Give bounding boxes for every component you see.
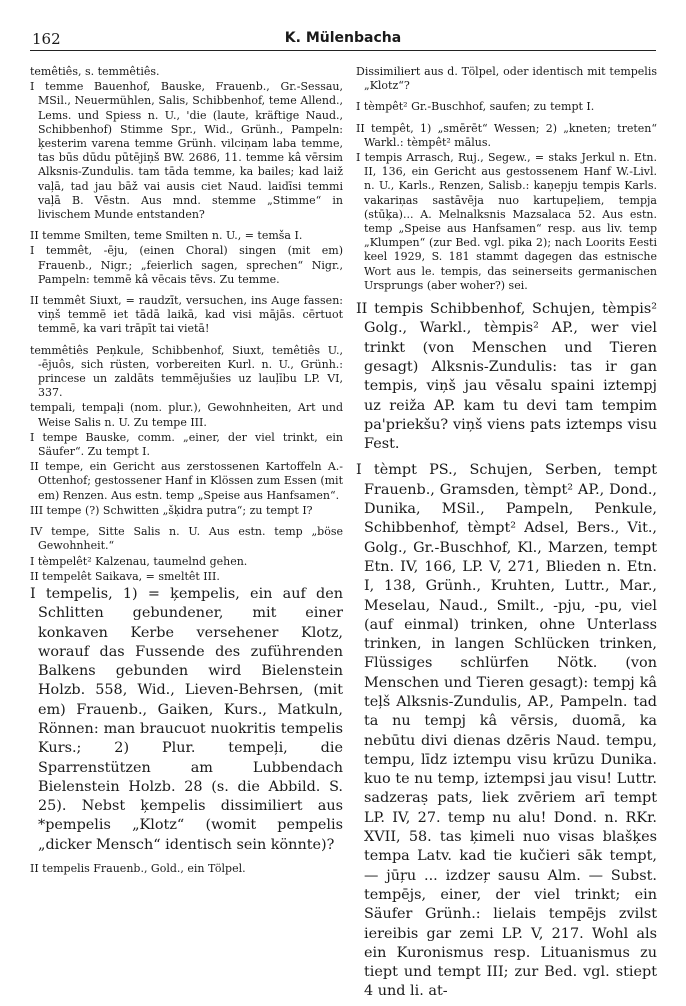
dictionary-entry: temêtiês, s. temmêtiês. bbox=[30, 65, 160, 78]
dictionary-entry: II temme Smilten, teme Smilten n. U., = temša I. bbox=[30, 229, 303, 243]
dictionary-entry: I tèmpelêt² Kalzenau, taumelnd gehen. bbox=[30, 554, 248, 568]
dictionary-entry: I tempelis, 1) = ķempelis, ein auf den Schlitten gebundener, mit einer konkaven Kerbe versehener Klotz, worauf das Fussende des zuführenden Balkens gebunden wird Bielenstein Holzb. 558, Wid., Lieven-Behrsen, (mit em) Frauenb., Gaiken, Kurs., Matkuln, Rönnen: man braucuot nuokritis tempelis Kurs.; 2) Plur. tempeļi, die Sparrenstützen am Lubbendach Bielenstein Holzb. 28 (s. die Abbild. S. 25). Nebst ķempelis dissimiliert aus *pempelis „Klotz“ (womit pempelis „dicker Mensch“ identisch sein könnte)? bbox=[30, 585, 343, 853]
dictionary-entry: II tempelis Frauenb., Gold., ein Tölpel. bbox=[30, 862, 246, 876]
left-column bbox=[30, 65, 343, 877]
dictionary-entry: IV tempe, Sitte Salis n. U. Aus estn. temp „böse Gewohnheit.“ bbox=[30, 525, 343, 553]
dictionary-entry: II temmêt Siuxt, = raudzīt, versuchen, ins Auge fassen: viņš temmē iet tādā laikā, kad visi mājās. cērtuot temmē, ka vari trāpīt tai vietā! bbox=[30, 294, 343, 336]
dictionary-entry: temmêtiês Peņkule, Schibbenhof, Siuxt, temêtiês U., -ējuôs, sich rüsten, vorbereiten Kurl. n. U., Grünh.: princese un zaldāts temmējušies uz lauļību LP. VI, 337. bbox=[30, 343, 343, 400]
dictionary-entry: I temme Bauenhof, Bauske, Frauenb., Gr.-Sessau, MSil., Neuermühlen, Salis, Schibbenhof, teme Allend., Lems. und Spiess n. U., 'die (laute, kräftige Naud., Schibbenhof) Stimme Spr., Wid., Grünh., Pampeln: ķesterim varena temme Grünh. vilciņam laba temme, tas būs dūdu pūtējiņš BW. 2686, 11. temme kâ vērsim Alksnis-Zundulis. tam tāda temme, ka bailes; kad laiž vaļā, tad jau bāž vai ausis ciet Naud. laidīsi temmi vaļā B. Vēstn. Aus mnd. stemme „Stimme“ in livischem Munde entstanden? bbox=[30, 80, 343, 222]
header-rule bbox=[30, 50, 656, 51]
dictionary-entry: I tempis Arrasch, Ruj., Segew., = staks Jerkul n. Etn. II, 136, ein Gericht aus gestossenem Hanf W.-Livl. n. U., Karls., Renzen, Salisb.: kaņepju tempis Karls. vakariņas sastāvēja nuo kartupeļiem, tempja (stūķa)... A. Melnalksnis Mazsalaca 52. Aus estn. temp „Speise aus Hanfsamen“ resp. aus liv. temp „Klumpen“ (zur Bed. vgl. pika 2); nach Loorits Eesti keel 1929, S. 181 stammt dagegen das estnische Wort aus le. tempis, das seinerseits germanischen Ursprungs (aber woher?) sei. bbox=[356, 151, 657, 292]
dictionary-entry: III tempe (?) Schwitten „šķidra putra“; zu tempt I? bbox=[30, 503, 313, 517]
dictionary-entry: II tempe, ein Gericht aus zerstossenen Kartoffeln A.-Ottenhof; gestossener Hanf in Klössen zum Essen (mit em) Renzen. Aus estn. temp „Speise aus Hanfsamen“. bbox=[30, 460, 343, 502]
dictionary-entry: Dissimiliert aus d. Tölpel, oder identisch mit tempelis „Klotz“? bbox=[356, 65, 657, 93]
dictionary-entry: II tempis Schibbenhof, Schujen, tèmpis² Golg., Warkl., tèmpis² AP., wer viel trinkt (von Menschen und Tieren gesagt) Alksnis-Zundulis: tas ir gan tempis, viņš jau vēsalu spaini iztempj uz reiža AP. kam tu devi tam tempim pa'priekšu? viņš viens pats iztemps visu Fest. bbox=[356, 301, 657, 453]
dictionary-entry: I temmêt, -ēju, (einen Choral) singen (mit em) Frauenb., Nigr.; „feierlich sagen, sprechen“ Nigr., Pampeln: temmē kâ vēcais tēvs. Zu temme. bbox=[30, 244, 343, 286]
page-number: 162 bbox=[32, 30, 61, 48]
dictionary-entry: tempali, tempaļi (nom. plur.), Gewohnheiten, Art und Weise Salis n. U. Zu tempe III. bbox=[30, 401, 343, 429]
page-header bbox=[0, 0, 686, 48]
dictionary-entry: I tèmpt PS., Schujen, Serben, tempt Frauenb., Gramsden, tèmpt² AP., Dond., Dunika, MSil., Pampeln, Penkule, Schibbenhof, tèmpt² Adsel, Bers., Vit., Golg., Gr.-Buschhof, Kl., Marzen, tempt Etn. IV, 166, LP. V, 271, Blieden n. Etn. I, 138, Grünh., Kruhten, Luttr., Mar., Meselau, Naud., Smilt., -pju, -pu, viel (auf einmal) trinken, ohne Unterlass trinken, in langen Schlücken trinken, Flüssiges schlürfen Nötk. (von Menschen und Tieren gesagt): tempj kâ teļš Alksnis-Zundulis, AP., Pampeln. tad ta nu tempj kâ vērsis, duomā, ka nebūtu divi dienas dzēris Naud. tempu, tempu, līdz iztempu visu krūzu Dunika. kuo te nu temp, iztempsi jau visu! Luttr. sadzeraṣ pats, liek zvēriem arī tempt LP. IV, 27. temp nu alu! Dond. n. RKr. XVII, 58. tas ķimeli nuo visas blašķes tempa Latv. kad tie kučieri sāk tempt, — jūŗu ... izdzeŗ sausu Alm. — Subst. tempējs, einer, der viel trinkt; ein Säufer Grünh.: lielais tempējs zvilst iereibis gar zemi LP. V, 217. Wohl als ein Kuronismus resp. Lituanismus zu tiept und tempt III; zur Bed. vgl. stiept 4 und li. at- bbox=[356, 462, 657, 1000]
dictionary-entry: I tèmpêt² Gr.-Buschhof, saufen; zu tempt I. bbox=[356, 100, 595, 114]
dictionary-entry: II tempêt, 1) „smērēt“ Wessen; 2) „kneten; treten“ Warkl.: tèmpêt² mālus. bbox=[356, 121, 657, 149]
dictionary-entry: II tempelêt Saikava, = smeltêt III. bbox=[30, 569, 220, 583]
right-column bbox=[356, 65, 657, 1003]
running-title: K. Mülenbacha bbox=[284, 30, 402, 46]
dictionary-entry: I tempe Bauske, comm. „einer, der viel trinkt, ein Säufer“. Zu tempt I. bbox=[30, 430, 343, 459]
